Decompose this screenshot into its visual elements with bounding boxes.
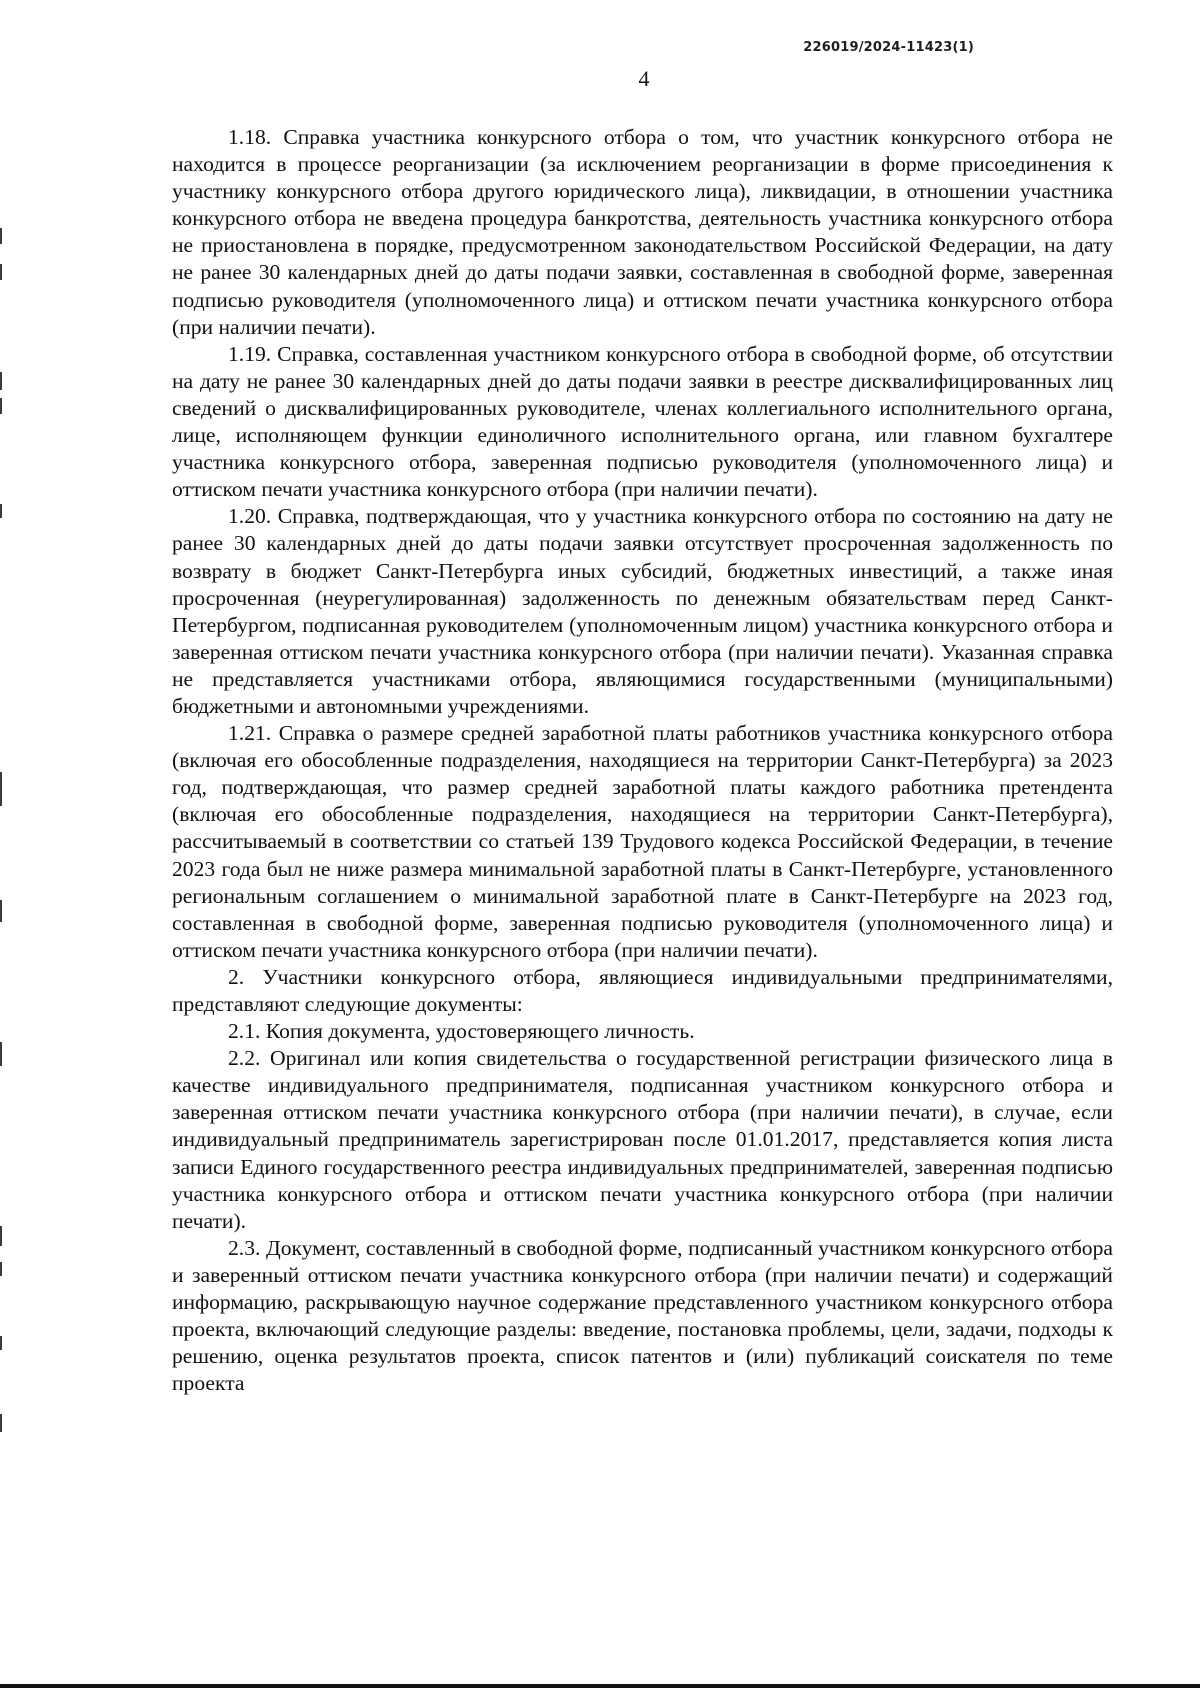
scan-edge-marks xyxy=(0,0,6,1688)
paragraph-1-19: 1.19. Справка, составленная участником конкурсного отбора в свободной форме, об отсутствии на дату не ранее 30 календарных дней до даты подачи заявки в реестре дисквалифицированных лиц сведений о дисквалифицированных руководителе, членах коллегиального исполнительного органа, лице, исполняющем функции единоличного исполнительного органа, или главном бухгалтере участника конкурсного отбора, заверенная подписью руководителя (уполномоченного лица) и оттиском печати участника конкурсного отбора (при наличии печати). xyxy=(172,341,1113,502)
paragraph-1-18: 1.18. Справка участника конкурсного отбора о том, что участник конкурсного отбора не находится в процессе реорганизации (за исключением реорганизации в форме присоединения к участнику конкурсного отбора другого юридического лица), ликвидации, в отношении участника конкурсного отбора не введена процедура банкротства, деятельность участника конкурсного отбора не приостановлена в порядке, предусмотренном законодательством Российской Федерации, на дату не ранее 30 календарных дней до даты подачи заявки, составленная в свободной форме, заверенная подписью руководителя (уполномоченного лица) и оттиском печати участника конкурсного отбора (при наличии печати). xyxy=(172,125,1113,339)
document-body xyxy=(172,124,1113,1397)
paragraph-1-20: 1.20. Справка, подтверждающая, что у участника конкурсного отбора по состоянию на дату не ранее 30 календарных дней до даты подачи заявки отсутствует просроченная задолженность по возврату в бюджет Санкт-Петербурга иных субсидий, бюджетных инвестиций, а также иная просроченная (неурегулированная) задолженность по денежным обязательствам перед Санкт-Петербургом, подписанная руководителем (уполномоченным лицом) участника конкурсного отбора и заверенная оттиском печати участника конкурсного отбора (при наличии печати). Указанная справка не представляется участниками отбора, являющимися государственными (муниципальными) бюджетными и автономными учреждениями. xyxy=(172,504,1113,718)
page-number: 4 xyxy=(638,66,650,91)
paragraph-2-2: 2.2. Оригинал или копия свидетельства о государственной регистрации физического лица в качестве индивидуального предпринимателя, подписанная участником конкурсного отбора и заверенная оттиском печати участника конкурсного отбора (при наличии печати), в случае, если индивидуальный предприниматель зарегистрирован после 01.01.2017, представляется копия листа записи Единого государственного реестра индивидуальных предпринимателей, заверенная подписью участника конкурсного отбора и оттиском печати участника конкурсного отбора (при наличии печати). xyxy=(172,1046,1113,1233)
paragraph-1-21: 1.21. Справка о размере средней заработной платы работников участника конкурсного отбора (включая его обособленные подразделения, находящиеся на территории Санкт-Петербурга) за 2023 год, подтверждающая, что размер средней заработной платы каждого работника претендента (включая его обособленные подразделения, находящиеся на территории Санкт-Петербурга), рассчитываемый в соответствии со статьей 139 Трудового кодекса Российской Федерации, в течение 2023 года был не ниже размера минимальной заработной платы в Санкт-Петербурге, установленного региональным соглашением о минимальной заработной плате в Санкт-Петербурге на 2023 год, составленная в свободной форме, заверенная подписью руководителя (уполномоченного лица) и оттиском печати участника конкурсного отбора (при наличии печати). xyxy=(172,721,1113,962)
document-id: 226019/2024-11423(1) xyxy=(803,40,974,55)
scan-bottom-edge xyxy=(0,1684,1200,1688)
paragraph-2: 2. Участники конкурсного отбора, являющиеся индивидуальными предпринимателями, представляют следующие документы: xyxy=(172,964,1113,1016)
paragraph-2-1: 2.1. Копия документа, удостоверяющего личность. xyxy=(228,1019,695,1044)
paragraph-2-3: 2.3. Документ, составленный в свободной форме, подписанный участником конкурсного отбора и заверенный оттиском печати участника конкурсного отбора (при наличии печати) и содержащий информацию, раскрывающую научное содержание представленного участником конкурсного отбора проекта, включающий следующие разделы: введение, постановка проблемы, цели, задачи, подходы к решению, оценка результатов проекта, список патентов и (или) публикаций соискателя по теме проекта xyxy=(172,1235,1113,1396)
